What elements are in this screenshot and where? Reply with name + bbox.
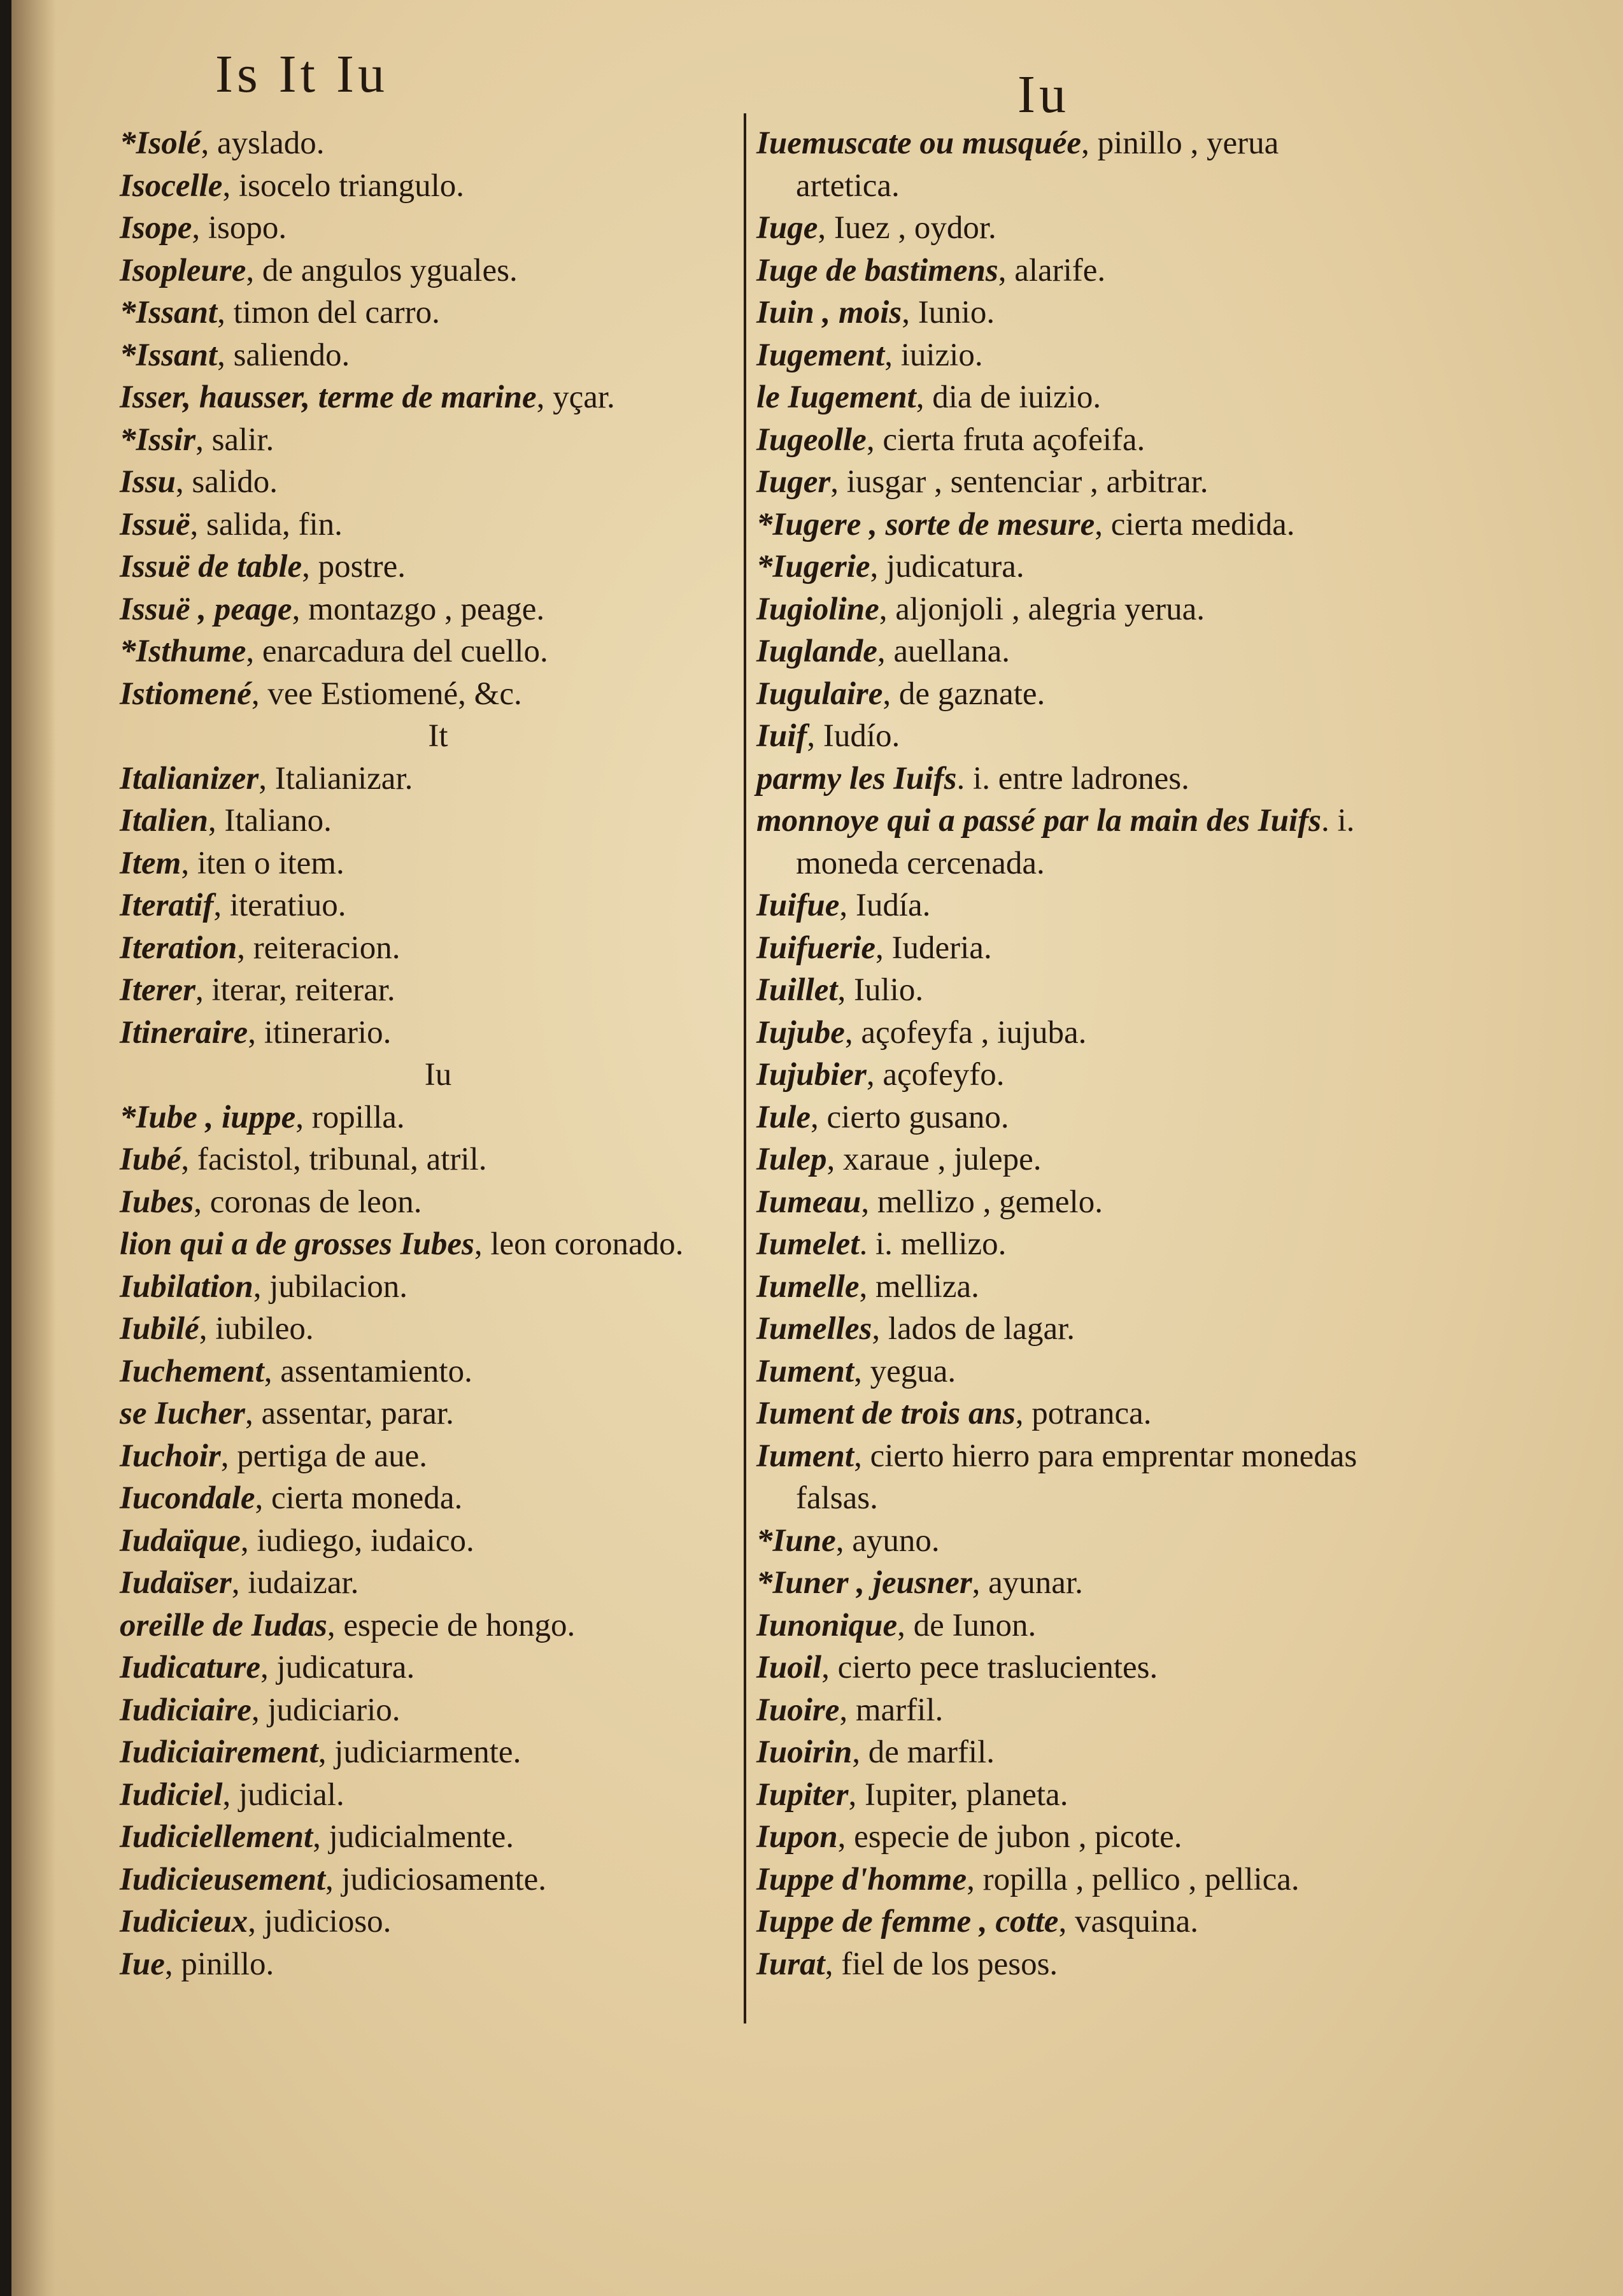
headword: Issuë de table: [120, 549, 302, 585]
headword: Iubes: [120, 1184, 194, 1220]
definition: , salir.: [195, 422, 274, 458]
definition: , mellizo , gemelo.: [861, 1184, 1103, 1220]
headword: Iuglande: [756, 634, 877, 669]
dictionary-entry: [120, 758, 731, 800]
definition: , leon coronado.: [474, 1226, 684, 1262]
headword: Iuoil: [756, 1650, 822, 1685]
definition: , jubilacion.: [253, 1268, 408, 1305]
definition: , melliza.: [859, 1268, 979, 1305]
headword: Iument de trois ans: [756, 1396, 1016, 1431]
dictionary-entry: [120, 1774, 731, 1817]
definition: , saliendo.: [217, 337, 350, 373]
headword: Iument: [756, 1353, 854, 1389]
definition: , facistol, tribunal, atril.: [181, 1142, 487, 1177]
headword: Iucondale: [120, 1480, 255, 1516]
headword: Iudaïser: [120, 1565, 232, 1601]
headword: Iugeolle: [756, 422, 867, 458]
headword: *Iube , iuppe: [120, 1099, 296, 1135]
definition: , ropilla.: [295, 1099, 405, 1135]
dictionary-entry: [756, 419, 1380, 462]
definition: , cierto hierro para emprentar monedas falsas.: [796, 1438, 1357, 1516]
definition: , Italianizar.: [259, 760, 413, 797]
dictionary-entry: [756, 715, 1380, 758]
headword: Iumelet: [756, 1226, 860, 1262]
headword: Iuif: [756, 718, 807, 754]
headword: Isopleure: [120, 252, 246, 288]
book-page: [11, 0, 1623, 2296]
definition: , xaraue , julepe.: [826, 1142, 1042, 1177]
dictionary-entry: [756, 630, 1380, 673]
dictionary-entry: [120, 376, 731, 419]
dictionary-entry: [120, 546, 731, 588]
running-header-right: Iu: [1017, 65, 1070, 124]
definition: , cierta fruta açofeifa.: [866, 422, 1145, 458]
dictionary-entry: [756, 1562, 1380, 1605]
definition: , de angulos yguales.: [246, 252, 518, 288]
headword: Iunonique: [756, 1607, 898, 1643]
definition: , lados de lagar.: [872, 1311, 1075, 1347]
dictionary-entry: [756, 1138, 1380, 1181]
headword: Iuin , mois: [756, 295, 902, 330]
dictionary-entry: [120, 207, 731, 250]
dictionary-entry: [756, 1392, 1380, 1435]
headword: se Iucher: [120, 1396, 245, 1431]
dictionary-entry: [756, 1689, 1380, 1732]
headword: Issuë , peage: [120, 591, 292, 627]
headword: Iuppe d'homme: [756, 1861, 967, 1897]
headword: Iugement: [756, 337, 885, 373]
dictionary-entry: [120, 1901, 731, 1943]
dictionary-entry: [756, 673, 1380, 716]
dictionary-entry: [756, 122, 1380, 207]
definition: , assentamiento.: [264, 1353, 472, 1389]
definition: , alarife.: [998, 252, 1106, 288]
headword: *Isthume: [120, 634, 246, 669]
headword: Iuifue: [756, 888, 840, 923]
definition: , de marfil.: [852, 1734, 995, 1770]
definition: , yegua.: [854, 1353, 956, 1389]
dictionary-entry: [120, 1181, 731, 1224]
headword: Iumelle: [756, 1268, 860, 1305]
dictionary-entry: [120, 927, 731, 970]
headword: *Iune: [756, 1522, 836, 1559]
headword: *Issant: [120, 295, 218, 330]
headword: Istiomené: [120, 676, 252, 712]
definition: , yçar.: [536, 379, 615, 415]
dictionary-entry: [756, 546, 1380, 588]
headword: Iuemuscate ou musquée: [756, 125, 1082, 161]
dictionary-entry: [756, 334, 1380, 377]
headword: *Iuner , jeusner: [756, 1565, 972, 1601]
right-column: [756, 122, 1380, 1985]
dictionary-entry: [120, 122, 731, 165]
headword: Italien: [120, 803, 208, 839]
dictionary-entry: [120, 1477, 731, 1520]
dictionary-entry: [756, 1223, 1380, 1266]
headword: Iudiciaire: [120, 1692, 252, 1728]
headword: Iument: [756, 1438, 854, 1474]
headword: Iurat: [756, 1946, 825, 1982]
column-divider: [744, 113, 746, 2023]
definition: , Iuderia.: [875, 930, 992, 966]
dictionary-entry: [120, 842, 731, 885]
dictionary-entry: [120, 884, 731, 927]
dictionary-entry: [756, 800, 1380, 884]
section-heading: Iu: [424, 1057, 452, 1093]
dictionary-entry: [756, 1435, 1380, 1520]
dictionary-entry: [756, 1308, 1380, 1350]
definition: , judiciosamente.: [325, 1861, 547, 1897]
definition: , iuizio.: [884, 337, 983, 373]
dictionary-entry: [120, 1816, 731, 1859]
headword: *Iugerie: [756, 549, 870, 585]
definition: , de gaznate.: [882, 676, 1045, 712]
definition: , Iunio.: [902, 295, 995, 330]
dictionary-entry: [120, 1435, 731, 1478]
dictionary-entry: [120, 1308, 731, 1350]
definition: , vasquina.: [1058, 1904, 1198, 1939]
dictionary-entry: [120, 419, 731, 462]
page-gutter-shadow: [11, 0, 56, 2296]
dictionary-entry: [120, 1647, 731, 1689]
left-column: [120, 122, 731, 1985]
definition: , vee Estiomené, &c.: [251, 676, 522, 712]
headword: le Iugement: [756, 379, 916, 415]
dictionary-entry: [120, 1223, 731, 1266]
headword: Item: [120, 845, 181, 881]
headword: Iubilé: [120, 1311, 199, 1347]
dictionary-entry: [120, 673, 731, 716]
section-heading: It: [428, 718, 448, 754]
definition: , de Iunon.: [897, 1607, 1037, 1643]
definition: , Iulio.: [837, 972, 924, 1008]
definition: , Iudía.: [839, 888, 931, 923]
definition: , judicatura.: [870, 549, 1024, 585]
headword: Isser, hausser, terme de marine: [120, 379, 537, 415]
dictionary-entry: [120, 1520, 731, 1563]
headword: *Iugere , sorte de mesure: [756, 506, 1095, 542]
dictionary-entry: [120, 1943, 731, 1986]
definition: , assentar, parar.: [245, 1396, 454, 1431]
definition: , coronas de leon.: [194, 1184, 422, 1220]
dictionary-entry: [120, 1605, 731, 1647]
definition: , Iudío.: [807, 718, 900, 754]
headword: Isocelle: [120, 167, 223, 204]
definition: , pinillo , yerua artetica.: [796, 125, 1279, 204]
headword: Iugulaire: [756, 676, 883, 712]
definition: , aljonjoli , alegria yerua.: [879, 591, 1205, 627]
definition: , montazgo , peage.: [292, 591, 545, 627]
headword: Iuge de bastimens: [756, 252, 998, 288]
headword: Iubilation: [120, 1268, 253, 1305]
headword: Iulep: [756, 1142, 827, 1177]
dictionary-entry: [120, 1392, 731, 1435]
definition: , potranca.: [1015, 1396, 1152, 1431]
definition: , dia de iuizio.: [916, 379, 1102, 415]
dictionary-entry: [120, 165, 731, 208]
headword: Italianizer: [120, 760, 259, 797]
definition: , ropilla , pellico , pellica.: [967, 1861, 1300, 1897]
headword: Iuchement: [120, 1353, 264, 1389]
headword: Iupon: [756, 1819, 838, 1855]
dictionary-entry: [120, 334, 731, 377]
headword: Isope: [120, 210, 192, 246]
headword: Iudicieux: [120, 1904, 248, 1939]
headword: Iugioline: [756, 591, 879, 627]
dictionary-entry: [120, 1859, 731, 1901]
definition: , Iuez , oydor.: [818, 210, 996, 246]
dictionary-entry: [120, 969, 731, 1012]
definition: , judicatura.: [260, 1650, 415, 1685]
definition: , enarcadura del cuello.: [246, 634, 548, 669]
dictionary-entry: [756, 1859, 1380, 1901]
headword: Iubé: [120, 1142, 181, 1177]
definition: , ayuno.: [835, 1522, 940, 1559]
definition: . i. entre ladrones.: [956, 760, 1189, 797]
dictionary-entry: [756, 461, 1380, 504]
definition: , judicial.: [222, 1776, 344, 1813]
definition: , fiel de los pesos.: [825, 1946, 1058, 1982]
headword: Iupiter: [756, 1776, 849, 1813]
headword: Iudicieusement: [120, 1861, 326, 1897]
headword: Iudiciel: [120, 1776, 223, 1813]
dictionary-entry: [756, 1647, 1380, 1689]
headword: lion qui a de grosses Iubes: [120, 1226, 474, 1262]
headword: Iuoirin: [756, 1734, 853, 1770]
definition: , postre.: [302, 549, 406, 585]
dictionary-entry: [756, 250, 1380, 292]
definition: , iteratiuo.: [213, 888, 346, 923]
dictionary-entry: [120, 292, 731, 334]
definition: , reiteracion.: [237, 930, 400, 966]
dictionary-entry: [120, 800, 731, 842]
definition: , isocelo triangulo.: [222, 167, 465, 204]
dictionary-entry: [120, 1012, 731, 1054]
definition: , judiciarmente.: [318, 1734, 521, 1770]
dictionary-entry: [756, 1731, 1380, 1774]
headword: *Issir: [120, 422, 196, 458]
headword: Iuchoir: [120, 1438, 221, 1474]
dictionary-entry: [120, 630, 731, 673]
definition: , itinerario.: [248, 1014, 392, 1051]
dictionary-entry: [756, 292, 1380, 334]
headword: monnoye qui a passé par la main des Iuifs: [756, 803, 1321, 839]
headword: Iterer: [120, 972, 195, 1008]
dictionary-entry: [756, 1350, 1380, 1393]
dictionary-entry: [120, 1266, 731, 1308]
headword: Iuifuerie: [756, 930, 876, 966]
definition: , especie de jubon , picote.: [837, 1819, 1182, 1855]
dictionary-entry: [120, 1689, 731, 1732]
headword: Iteration: [120, 930, 237, 966]
dictionary-entry: [120, 1138, 731, 1181]
headword: Iteratif: [120, 888, 214, 923]
definition: , pinillo.: [164, 1946, 274, 1982]
headword: Iue: [120, 1946, 165, 1982]
dictionary-entry: [756, 884, 1380, 927]
dictionary-entry: [756, 969, 1380, 1012]
dictionary-entry: [756, 207, 1380, 250]
dictionary-entry: [756, 1096, 1380, 1139]
dictionary-entry: [120, 1096, 731, 1139]
definition: , iten o item.: [181, 845, 344, 881]
dictionary-entry: [756, 1012, 1380, 1054]
dictionary-entry: [120, 1562, 731, 1605]
dictionary-entry: [756, 504, 1380, 546]
dictionary-entry: [756, 1943, 1380, 1986]
definition: , cierto gusano.: [811, 1099, 1009, 1135]
dictionary-entry: [756, 1605, 1380, 1647]
definition: , judiciario.: [251, 1692, 400, 1728]
dictionary-entry: [756, 1816, 1380, 1859]
definition: , ayunar.: [972, 1565, 1083, 1601]
headword: parmy les Iuifs: [756, 760, 957, 797]
headword: Iuillet: [756, 972, 838, 1008]
definition: , judicioso.: [248, 1904, 392, 1939]
dictionary-entry: [756, 1181, 1380, 1224]
headword: Iule: [756, 1099, 811, 1135]
definition: , iubileo.: [199, 1311, 314, 1347]
headword: Iuger: [756, 464, 831, 500]
dictionary-entry: [120, 1350, 731, 1393]
dictionary-entry: [120, 250, 731, 292]
dictionary-entry: [120, 1731, 731, 1774]
headword: Issuë: [120, 506, 190, 542]
definition: , judicialmente.: [313, 1819, 514, 1855]
definition: , açofeyfo.: [866, 1057, 1005, 1093]
definition: , iudiego, iudaico.: [240, 1522, 474, 1559]
headword: *Issant: [120, 337, 218, 373]
definition: , cierta medida.: [1095, 506, 1295, 542]
definition: , salida, fin.: [190, 506, 343, 542]
dictionary-entry: [756, 1520, 1380, 1563]
headword: Iujube: [756, 1014, 845, 1051]
dictionary-entry: [120, 588, 731, 631]
dictionary-entry: [120, 461, 731, 504]
definition: , auellana.: [877, 634, 1010, 669]
definition: , salido.: [175, 464, 278, 500]
running-header-left: Is It Iu: [215, 45, 388, 104]
definition: , timon del carro.: [217, 295, 440, 330]
headword: Iujubier: [756, 1057, 867, 1093]
headword: Iuoire: [756, 1692, 840, 1728]
dictionary-entry: [756, 758, 1380, 800]
definition: , cierto pece traslucientes.: [821, 1650, 1158, 1685]
definition: , marfil.: [839, 1692, 944, 1728]
headword: Issu: [120, 464, 176, 500]
dictionary-entry: [756, 588, 1380, 631]
definition: , especie de hongo.: [327, 1607, 576, 1643]
dictionary-entry: [756, 1774, 1380, 1817]
definition: . i. mellizo.: [859, 1226, 1007, 1262]
headword: Iuppe de femme , cotte: [756, 1904, 1059, 1939]
definition: , Iupiter, planeta.: [848, 1776, 1068, 1813]
definition: , açofeyfa , iujuba.: [844, 1014, 1087, 1051]
headword: oreille de Iudas: [120, 1607, 327, 1643]
dictionary-entry: [756, 1901, 1380, 1943]
definition: , iterar, reiterar.: [195, 972, 395, 1008]
headword: Iudiciellement: [120, 1819, 313, 1855]
dictionary-entry: [756, 376, 1380, 419]
definition: , ayslado.: [201, 125, 325, 161]
headword: Iumelles: [756, 1311, 872, 1347]
headword: Iudaïque: [120, 1522, 241, 1559]
dictionary-entry: [120, 504, 731, 546]
definition: , iudaizar.: [231, 1565, 359, 1601]
dictionary-entry: [756, 927, 1380, 970]
dictionary-entry: [756, 1054, 1380, 1096]
headword: Iudiciairement: [120, 1734, 318, 1770]
definition: , Italiano.: [208, 803, 332, 839]
definition: , isopo.: [192, 210, 287, 246]
definition: , pertiga de aue.: [220, 1438, 427, 1474]
headword: Iumeau: [756, 1184, 861, 1220]
headword: Itineraire: [120, 1014, 248, 1051]
definition: , iusgar , sentenciar , arbitrar.: [830, 464, 1208, 500]
headword: Iudicature: [120, 1650, 261, 1685]
definition: , cierta moneda.: [255, 1480, 463, 1516]
headword: Iuge: [756, 210, 818, 246]
dictionary-entry: [756, 1266, 1380, 1308]
definition: . i. moneda cercenada.: [796, 803, 1355, 881]
headword: *Isolé: [120, 125, 201, 161]
